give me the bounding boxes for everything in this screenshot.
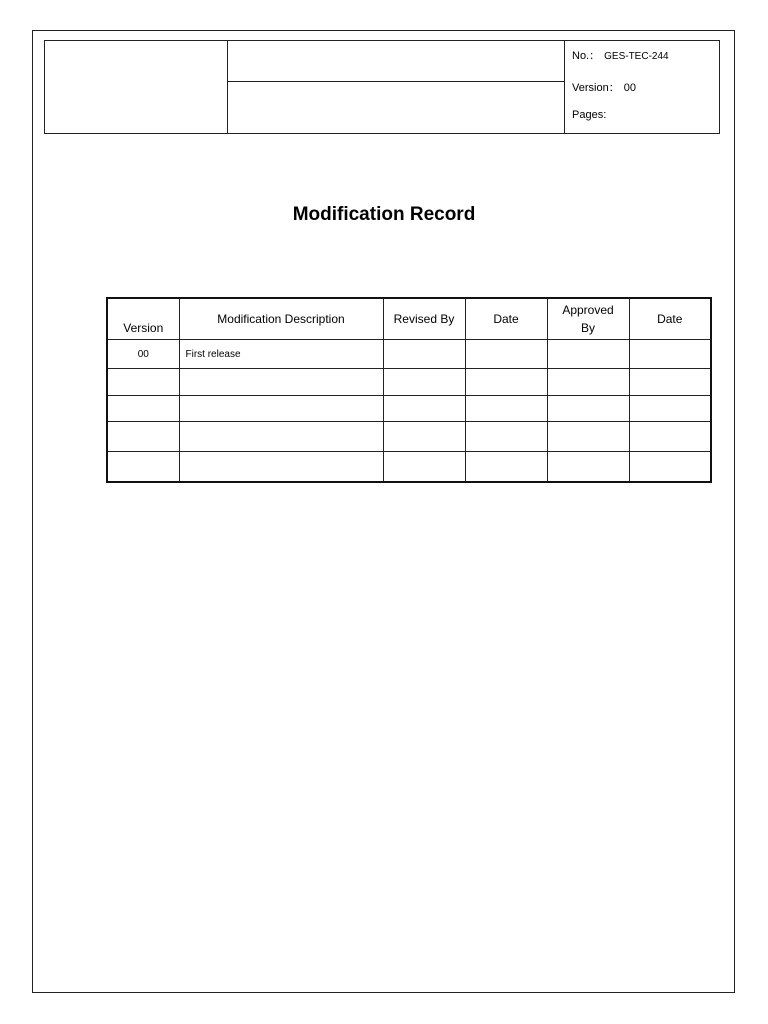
cell-version xyxy=(107,396,179,422)
cell-revised-by xyxy=(383,369,465,396)
cell-date xyxy=(465,422,547,452)
page-border xyxy=(32,30,735,993)
cell-version xyxy=(107,422,179,452)
cell-version xyxy=(107,452,179,483)
modification-record-table xyxy=(106,297,712,483)
cell-description xyxy=(179,396,383,422)
table-row xyxy=(107,396,711,422)
column-header-description: Modification Description xyxy=(179,298,383,340)
table-header-row xyxy=(107,298,711,340)
cell-description xyxy=(179,369,383,396)
header-meta-cell xyxy=(565,41,719,133)
document-number-value: GES-TEC-244 xyxy=(604,51,669,62)
table-row xyxy=(107,422,711,452)
cell-description xyxy=(179,452,383,483)
cell-version xyxy=(107,369,179,396)
cell-approved-by xyxy=(547,396,629,422)
document-number-label: No.： xyxy=(572,50,601,62)
cell-approval-date xyxy=(629,422,711,452)
cell-approval-date xyxy=(629,340,711,369)
cell-approval-date xyxy=(629,452,711,483)
header-logo-cell xyxy=(45,41,228,133)
document-version xyxy=(572,79,636,95)
column-header-revised-by: Revised By xyxy=(383,298,465,340)
table-row xyxy=(107,369,711,396)
document-version-value: 00 xyxy=(623,82,636,94)
cell-version: 00 xyxy=(107,340,179,369)
column-header-version: Version xyxy=(107,298,179,340)
column-header-date: Date xyxy=(465,298,547,340)
cell-revised-by xyxy=(383,452,465,483)
document-pages xyxy=(572,109,606,121)
cell-approval-date xyxy=(629,396,711,422)
header-title-cell xyxy=(228,41,565,82)
cell-approved-by xyxy=(547,340,629,369)
document-header xyxy=(44,40,720,134)
cell-approved-by xyxy=(547,452,629,483)
header-subtitle-cell xyxy=(228,82,565,133)
page-title: Modification Record xyxy=(292,204,476,225)
cell-date xyxy=(465,340,547,369)
cell-description xyxy=(179,422,383,452)
cell-date xyxy=(465,396,547,422)
cell-approval-date xyxy=(629,369,711,396)
cell-approved-by xyxy=(547,369,629,396)
table-row xyxy=(107,452,711,483)
document-version-label: Version： xyxy=(572,82,620,94)
column-header-approval-date: Date xyxy=(629,298,711,340)
cell-description: First release xyxy=(179,340,383,369)
cell-revised-by xyxy=(383,396,465,422)
cell-revised-by xyxy=(383,422,465,452)
cell-date xyxy=(465,369,547,396)
cell-approved-by xyxy=(547,422,629,452)
document-pages-label: Pages: xyxy=(572,109,607,121)
cell-date xyxy=(465,452,547,483)
column-header-approved-by: Approved By xyxy=(547,298,629,340)
table-row xyxy=(107,340,711,369)
document-number xyxy=(572,47,669,63)
cell-revised-by xyxy=(383,340,465,369)
